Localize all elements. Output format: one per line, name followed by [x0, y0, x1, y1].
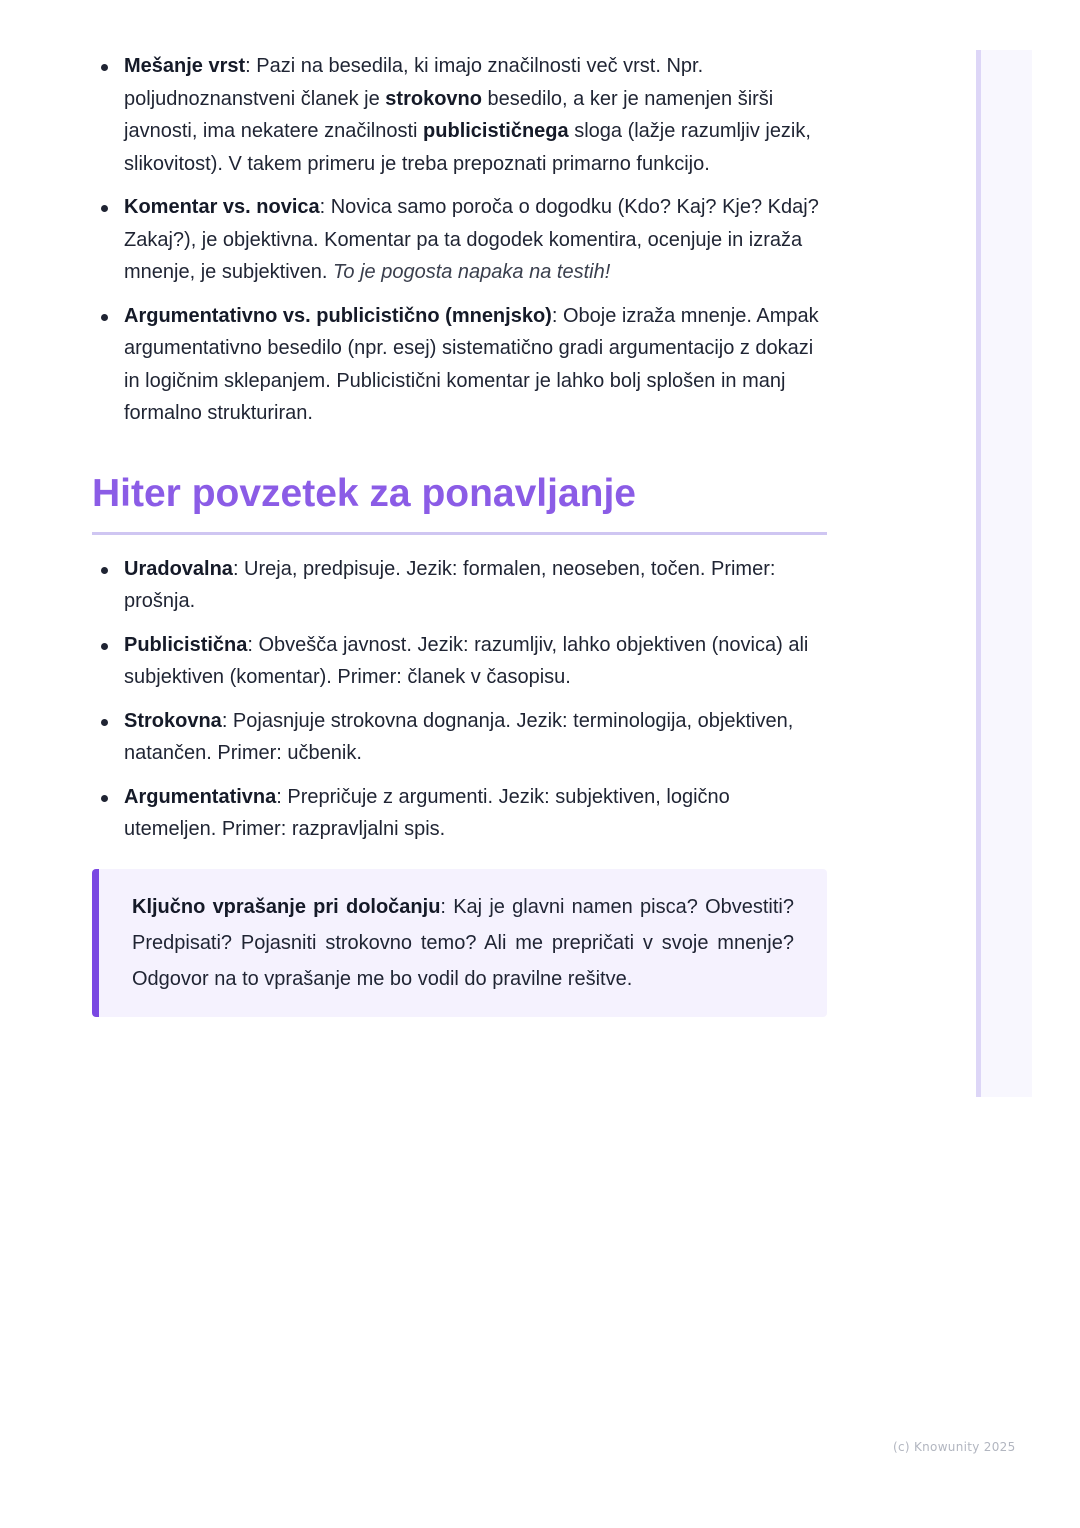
main-content: [92, 50, 827, 1017]
item-text: besedilo, a ker je namenjen širši javnosti, ima nekatere značilnosti: [124, 87, 774, 142]
item-text: : Ureja, predpisuje. Jezik: formalen, neoseben, točen. Primer: prošnja.: [124, 557, 776, 612]
term-label: Strokovna: [124, 709, 222, 732]
list-item: [92, 553, 827, 618]
list-item: [92, 705, 827, 770]
callout-term: Ključno vprašanje pri določanju: [132, 895, 441, 918]
italic-note: To je pogosta napaka na testih!: [333, 261, 611, 283]
term-label: Argumentativno vs. publicistično (mnenjsko): [124, 304, 552, 327]
term-label: Mešanje vrst: [124, 55, 246, 77]
summary-list: [92, 553, 827, 846]
item-text: : Pojasnjuje strokovna dognanja. Jezik: terminologija, objektiven, natančen. Primer: učbenik.: [124, 709, 794, 764]
item-text: sloga (lažje razumljiv jezik, slikovitost). V takem primeru je treba prepoznati primarno funkcijo.: [124, 120, 811, 175]
list-item: [92, 50, 827, 180]
term-label: Publicistična: [124, 633, 248, 656]
list-item: [92, 781, 827, 846]
term-label: Uradovalna: [124, 557, 233, 580]
key-question-callout: [92, 869, 827, 1017]
list-item: [92, 191, 827, 289]
emphasis-text: strokovno: [385, 87, 482, 110]
list-item: [92, 300, 827, 430]
item-text: : Pazi na besedila, ki imajo značilnosti več vrst. Npr. poljudnoznanstveni članek je: [124, 55, 704, 110]
item-text: : Prepričuje z argumenti. Jezik: subjektiven, logično utemeljen. Primer: razpravljalni spis.: [124, 785, 730, 840]
list-item: [92, 629, 827, 694]
side-panel: [976, 50, 1032, 1097]
callout-text: : Kaj je glavni namen pisca? Obvestiti? Predpisati? Pojasniti strokovno temo? Ali me prepričati v svoje mnenje? Odgovor na to vprašanje me bo vodil do pravilne rešitve.: [132, 895, 794, 990]
item-text: : Oboje izraža mnenje. Ampak argumentativno besedilo (npr. esej) sistematično gradi argumentacijo z dokazi in logičnim sklepanjem. Publicistični komentar je lahko bolj splošen in manj formalno strukturiran.: [124, 304, 819, 424]
notes-list: [92, 50, 827, 430]
term-label: Argumentativna: [124, 785, 277, 808]
section-heading: Hiter povzetek za ponavljanje: [92, 468, 827, 535]
term-label: Komentar vs. novica: [124, 196, 320, 218]
copyright-footer: (c) Knowunity 2025: [893, 1440, 1016, 1454]
emphasis-text: publicističnega: [423, 120, 569, 142]
item-text: : Novica samo poroča o dogodku (Kdo? Kaj? Kje? Kdaj? Zakaj?), je objektivna. Komentar pa ta dogodek komentira, ocenjuje in izraža mnenje, je subjektiven.: [124, 196, 819, 283]
item-text: : Obvešča javnost. Jezik: razumljiv, lahko objektiven (novica) ali subjektiven (komentar). Primer: članek v časopisu.: [124, 633, 809, 688]
